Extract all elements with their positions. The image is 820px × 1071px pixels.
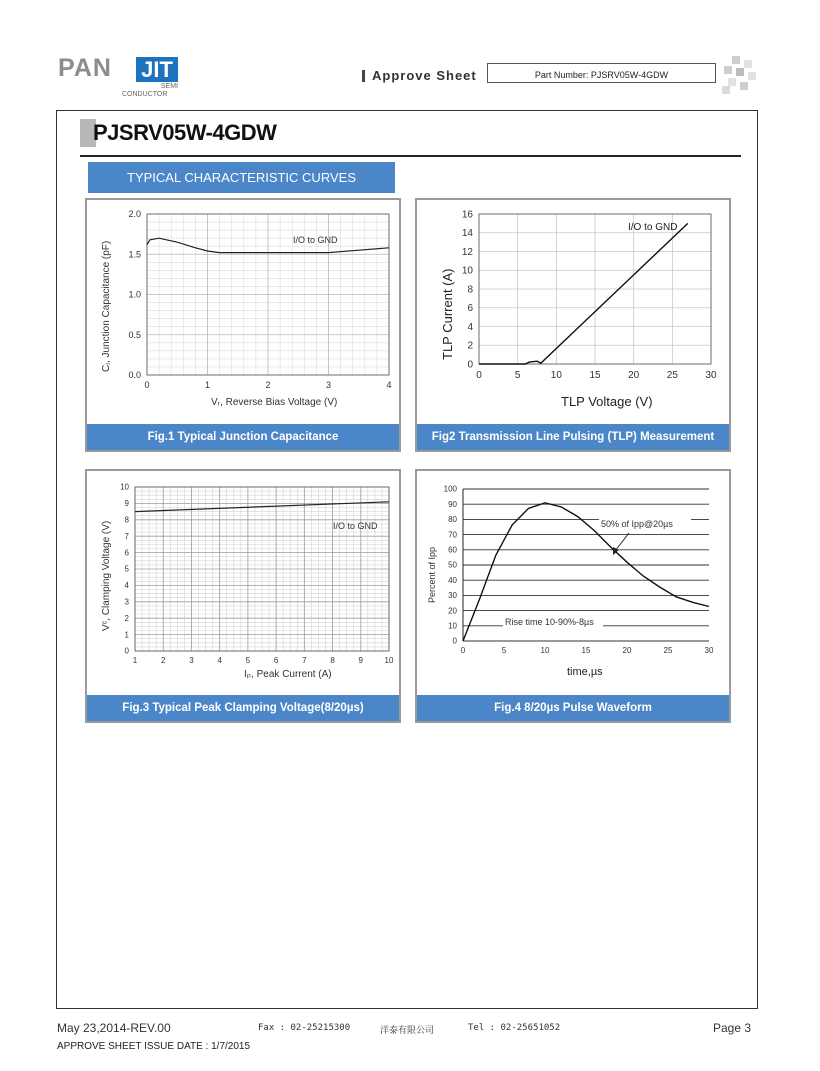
footer-tel: Tel : 02-25651052 <box>468 1023 561 1033</box>
fig4-ytick-label: 80 <box>448 515 457 525</box>
section-heading: TYPICAL CHARACTERISTIC CURVES <box>88 162 395 193</box>
fig4-ytick-label: 0 <box>452 636 457 646</box>
fig3-ytick-label: 0 <box>124 646 129 656</box>
fig3-ytick-label: 1 <box>124 630 129 640</box>
fig4-plot <box>444 485 714 655</box>
fig3-ytick-label: 10 <box>120 482 129 492</box>
fig2-plot <box>462 209 717 381</box>
fig1-ytick-label: 0.5 <box>128 329 141 340</box>
fig2-xtick-label: 5 <box>514 370 521 381</box>
document-title: PJSRV05W-4GDW <box>93 120 277 145</box>
fig4-ylabel: Percent of Ipp <box>427 546 437 603</box>
figure-3-chart <box>87 471 399 695</box>
fig3-ytick-label: 5 <box>124 564 129 574</box>
fig4-ytick-label: 30 <box>448 591 457 601</box>
fig1-ytick-label: 0.0 <box>128 370 141 380</box>
part-number: Part Number: PJSRV05W-4GDW <box>534 70 669 80</box>
fig2-ytick-label: 14 <box>461 228 473 240</box>
fig1-ytick-label: 2.0 <box>128 209 141 219</box>
fig3-xtick-label: 3 <box>189 656 194 665</box>
fig3-xtick-label: 6 <box>273 656 279 665</box>
fig1-xtick-label: 0 <box>144 380 150 390</box>
fig2-ylabel: TLP Current (A) <box>440 268 455 360</box>
fig4-ytick-label: 10 <box>448 621 457 631</box>
fig4-xtick-label: 20 <box>622 646 632 655</box>
fig2-series-line <box>479 223 688 364</box>
fig2-ytick-label: 10 <box>461 265 473 277</box>
fig4-ytick-label: 100 <box>443 484 457 494</box>
fig2-xtick-label: 30 <box>705 370 717 381</box>
footer-fax: Fax : 02-25215300 <box>258 1023 351 1033</box>
fig3-ytick-label: 3 <box>124 597 129 607</box>
fig4-xtick-label: 30 <box>704 646 714 655</box>
fig3-plot <box>120 483 394 665</box>
fig1-ytick-label: 1.0 <box>128 289 141 300</box>
fig4-ytick-label: 50 <box>448 560 457 570</box>
fig2-xlabel: TLP Voltage (V) <box>561 394 653 409</box>
fig4-xlabel: time,µs <box>567 666 603 678</box>
fig4-xtick-label: 10 <box>540 646 550 655</box>
fig2-ytick-label: 16 <box>461 209 473 221</box>
fig4-xtick-label: 15 <box>581 646 591 655</box>
fig3-ytick-label: 2 <box>124 613 129 623</box>
footer-page-number: Page 3 <box>713 1021 752 1035</box>
fig4-ytick-label: 70 <box>448 530 457 540</box>
fig3-ytick-label: 7 <box>124 531 129 541</box>
fig4-xtick-label: 0 <box>460 646 466 655</box>
fig1-ytick-label: 1.5 <box>128 249 141 260</box>
fig1-xtick-label: 2 <box>265 380 271 390</box>
fig2-ytick-label: 12 <box>461 246 473 258</box>
figure-3-caption: Fig.3 Typical Peak Clamping Voltage(8/20µs) <box>87 695 399 721</box>
approve-sheet-label: Approve Sheet <box>372 68 477 83</box>
fig1-annotation: I/O to GND <box>293 235 338 245</box>
figure-4-chart <box>417 471 729 695</box>
fig2-ytick-label: 4 <box>467 321 473 333</box>
fig1-plot <box>128 209 391 390</box>
fig4-xtick-label: 25 <box>663 646 673 655</box>
fig3-xtick-label: 9 <box>358 656 364 665</box>
fig3-xtick-label: 4 <box>217 656 222 665</box>
fig2-ytick-label: 0 <box>467 359 473 371</box>
approve-sheet-marker <box>362 70 365 82</box>
fig1-ylabel: Cⱼ, Junction Capacitance (pF) <box>101 240 112 372</box>
fig2-annotation: I/O to GND <box>628 222 678 233</box>
figure-1-chart <box>87 200 399 424</box>
fig1-xtick-label: 3 <box>325 380 332 390</box>
fig3-annotation: I/O to GND <box>333 521 378 531</box>
fig3-xtick-label: 2 <box>160 656 166 665</box>
fig2-xtick-label: 20 <box>628 370 640 381</box>
fig2-ytick-label: 8 <box>467 284 473 296</box>
fig2-xtick-label: 25 <box>666 370 678 381</box>
fig2-xtick-label: 15 <box>589 370 601 381</box>
fig2-xtick-label: 10 <box>550 370 562 381</box>
fig3-xlabel: Iₚ, Peak Current (A) <box>244 669 332 680</box>
fig4-annotation-arrow <box>615 533 629 551</box>
figure-3-panel <box>85 469 401 723</box>
fig3-xtick-label: 1 <box>132 656 138 665</box>
fig1-xlabel: Vᵣ, Reverse Bias Voltage (V) <box>211 397 338 408</box>
fig3-ytick-label: 8 <box>124 515 129 525</box>
figure-2-panel <box>415 198 731 452</box>
figure-2-caption: Fig2 Transmission Line Pulsing (TLP) Measurement <box>417 424 729 450</box>
logo-brand-left: PAN <box>58 54 112 82</box>
fig3-xtick-label: 10 <box>384 656 394 665</box>
title-divider <box>80 155 741 157</box>
fig1-xtick-label: 4 <box>386 380 392 390</box>
fig4-annotation1: 50% of Ipp@20µs <box>601 519 673 529</box>
fig2-ytick-label: 2 <box>467 340 473 352</box>
logo-subtitle-semi: SEMI <box>160 83 178 90</box>
figure-1-panel <box>85 198 401 452</box>
figure-1-caption: Fig.1 Typical Junction Capacitance <box>87 424 399 450</box>
fig4-annotation2: Rise time 10-90%-8µs <box>505 617 594 627</box>
logo-brand-right: JIT <box>136 57 178 82</box>
corner-pattern <box>720 56 760 96</box>
fig3-ylabel: Vᶜ, Clamping Voltage (V) <box>101 520 112 631</box>
fig4-ytick-label: 20 <box>448 606 457 616</box>
fig4-ytick-label: 40 <box>448 575 457 585</box>
footer-issue-date: APPROVE SHEET ISSUE DATE : 1/7/2015 <box>57 1041 251 1052</box>
fig2-ytick-label: 6 <box>467 303 473 315</box>
logo-subtitle-conductor: CONDUCTOR <box>122 91 168 98</box>
fig4-ytick-label: 90 <box>448 499 457 509</box>
fig3-xtick-label: 8 <box>330 656 335 665</box>
fig3-xtick-label: 7 <box>302 656 307 665</box>
figure-4-panel <box>415 469 731 723</box>
fig4-ytick-label: 60 <box>448 545 457 555</box>
figure-2-chart <box>417 200 729 424</box>
figure-4-caption: Fig.4 8/20µs Pulse Waveform <box>417 695 729 721</box>
fig1-xtick-label: 1 <box>204 380 211 390</box>
fig4-xtick-label: 5 <box>501 646 507 655</box>
fig3-xtick-label: 5 <box>245 656 251 665</box>
footer-date-rev: May 23,2014-REV.00 <box>57 1021 171 1035</box>
fig3-ytick-label: 4 <box>124 581 129 591</box>
fig3-ytick-label: 6 <box>124 548 129 558</box>
footer-company: 洋泰有限公司 <box>380 1025 435 1035</box>
fig2-xtick-label: 0 <box>476 370 482 381</box>
fig3-ytick-label: 9 <box>124 499 129 509</box>
